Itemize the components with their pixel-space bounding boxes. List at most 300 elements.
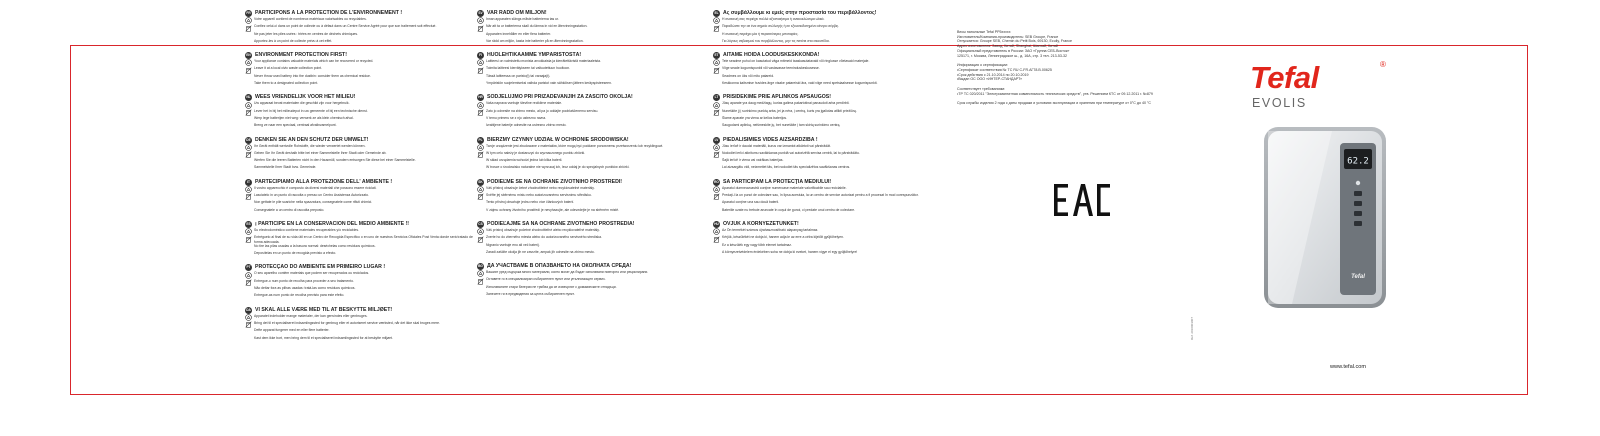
section-line bbox=[713, 208, 943, 215]
section-line bbox=[245, 186, 475, 193]
section-text: No tire las pilas usadas a la basura normal: deséchelas como residuos químicos. bbox=[254, 243, 376, 248]
section-text: Il vostro apparecchio è composto da diversi materiali che possono essere riciclati. bbox=[254, 185, 377, 190]
language-code-badge: ES bbox=[246, 221, 251, 226]
section-text: Bateriile uzate nu trebuie aruncate în coşul de gunoi, ci predate unui centru de colectare. bbox=[722, 207, 856, 212]
bullet-spacer bbox=[245, 158, 252, 165]
section-line bbox=[713, 193, 943, 200]
section-text: Non gettate le pile scariche nella spazzatura, consegnatele come rifiuti chimici. bbox=[254, 200, 373, 205]
section-line bbox=[713, 123, 943, 130]
section-line bbox=[245, 271, 475, 278]
collection-point-icon bbox=[477, 67, 484, 74]
section-title: BIERZMY CZYNNY UDZIAŁ W OCHRONIE ŚRODOWISKA! bbox=[487, 136, 629, 143]
section-heading bbox=[713, 94, 943, 101]
section-line bbox=[477, 101, 707, 108]
section-title: WEES VRIENDELIJK VOOR HET MILIEU! bbox=[255, 94, 356, 101]
section-line bbox=[477, 66, 707, 73]
section-line bbox=[477, 292, 707, 299]
section-title: DENKEN SIE AN DEN SCHUTZ DER UMWELT! bbox=[255, 136, 369, 143]
section-line bbox=[477, 81, 707, 88]
language-section bbox=[713, 52, 943, 88]
column-right bbox=[713, 10, 943, 263]
section-line bbox=[245, 314, 475, 321]
product-name: EVOLIS bbox=[1252, 96, 1307, 110]
section-line bbox=[245, 24, 475, 31]
section-text: Tento přístroj obsahuje jednu nebo více článkových baterií. bbox=[486, 200, 575, 205]
section-text: Sammelstelle Ihrer Stadt bzw. Gemeinde. bbox=[254, 165, 317, 170]
collection-point-icon bbox=[245, 67, 252, 74]
section-text: Apportez-les à un point de collecte prévu à cet effet. bbox=[254, 38, 333, 43]
section-text: Izrabljene baterije odnesite na ustrezno zbirno mesto. bbox=[486, 123, 567, 128]
bullet-spacer bbox=[477, 39, 484, 46]
section-text: Confiez celui-ci dans un point de collecte ou à défaut dans un Centre Service Agréé pour que son traitement soit effectué. bbox=[254, 24, 437, 29]
section-text: Viige seade kogumispunkti või vastavasse teeninduskeskusesse. bbox=[722, 66, 820, 71]
section-line bbox=[713, 101, 943, 108]
language-code-badge: EL bbox=[714, 11, 719, 15]
bullet-spacer bbox=[477, 116, 484, 123]
language-section bbox=[477, 10, 707, 46]
section-text: Ympäristön suojelemiseksi vaihda paristot vain sähköisen jätteen keräyspisteeseen. bbox=[486, 81, 612, 86]
section-heading bbox=[477, 10, 707, 17]
section-text: Werp lege batterijen niet weg: verwerk ze als klein chemisch afval. bbox=[254, 115, 354, 120]
section-line bbox=[245, 286, 475, 293]
bullet-spacer bbox=[245, 74, 252, 81]
section-line bbox=[245, 101, 475, 108]
section-line bbox=[713, 109, 943, 116]
language-code-badge: FI bbox=[477, 52, 484, 59]
section-text: Nododiet ierīci atkritumu savākšanas punktā vai autorizētā servisa centrā, lai to pārstrādātu. bbox=[722, 150, 860, 155]
language-code-badge: CS bbox=[478, 221, 483, 226]
section-text: Breng ze naar een speciaal, centraal afvalinzamelpunt. bbox=[254, 123, 337, 128]
recycle-icon bbox=[245, 59, 252, 66]
section-line bbox=[245, 32, 475, 39]
section-line bbox=[245, 116, 475, 123]
tefal-logo: Tefal bbox=[1250, 60, 1319, 95]
bullet-spacer bbox=[245, 124, 252, 131]
section-text: Bring det til et specialiseret indsamlingssted for genbrug eller et autoriseret service værksted, når det ikke skal bruges mere. bbox=[254, 320, 441, 325]
section-line bbox=[477, 17, 707, 24]
section-line bbox=[477, 158, 707, 165]
recycle-icon bbox=[713, 17, 720, 24]
section-text: Entregue-o num ponto de recolha para proceder a seu tratamento. bbox=[254, 278, 354, 283]
language-section bbox=[245, 137, 475, 173]
section-line bbox=[477, 285, 707, 292]
section-title: ¡ PARTICIPE EN LA CONSERVACIÓN DEL MEDIO AMBIENTE !! bbox=[255, 220, 409, 227]
section-text: Werfen Sie die leeren Batterien nicht in den Hausmüll, sondern entsorgen Sie diese bei einer Sammelstelle. bbox=[254, 158, 416, 163]
section-line bbox=[245, 123, 475, 130]
recycle-icon bbox=[477, 270, 484, 277]
section-text: W tym celu należy je dostarczyć do wyznaczonego punktu zbiórki. bbox=[486, 150, 586, 155]
collection-point-icon bbox=[245, 109, 252, 116]
collection-point-icon bbox=[245, 321, 252, 328]
section-text: Predaţi-l la un punct de colectare sau, în lipsa acestuia, la un centru de service autorizat pentru a fi procesat în mod corespunzător. bbox=[722, 193, 919, 198]
language-section bbox=[245, 179, 475, 215]
section-text: Váš prístroj obsahuje početné zhodnotiteľné alebo recyklovateľné materiály. bbox=[486, 227, 600, 232]
section-heading bbox=[477, 263, 707, 270]
section-line bbox=[245, 109, 475, 116]
bullet-spacer bbox=[477, 74, 484, 81]
bullet-spacer bbox=[713, 250, 720, 257]
bullet-spacer bbox=[713, 166, 720, 173]
section-text: Ez a készülék egy vagy több elemet tartalmaz. bbox=[722, 242, 792, 247]
section-title: HUOLEHTIKAAMME YMPÄRISTÖSTÄ! bbox=[487, 52, 582, 59]
section-text: V zájmu ochrany životního prostředí je nevyhazujte, ale odevzdejte je na sběrném místě. bbox=[486, 207, 620, 212]
section-line bbox=[713, 32, 943, 39]
section-line bbox=[477, 228, 707, 235]
section-line bbox=[713, 235, 943, 242]
collection-point-icon bbox=[713, 151, 720, 158]
section-line bbox=[477, 193, 707, 200]
scale-indicator-dot bbox=[1356, 181, 1360, 185]
bullet-spacer bbox=[245, 294, 252, 301]
section-line bbox=[477, 59, 707, 66]
info-line: Отпускается: Groupe SEB, Chemin du Petit Bois, 69130, Ecully, France bbox=[957, 39, 1073, 44]
reference-number: Ref. 2010003007 bbox=[1190, 316, 1194, 340]
bullet-spacer bbox=[245, 329, 252, 336]
language-code-badge: IT bbox=[245, 179, 252, 186]
recycle-icon bbox=[477, 228, 484, 235]
section-text: W trosce o środowisko naturalne nie wyrzucaj ich, lecz oddaj je do specjalnych punktów zbiórki. bbox=[486, 165, 630, 170]
section-line bbox=[713, 39, 943, 46]
bullet-spacer bbox=[477, 158, 484, 165]
section-text: Jūsu ierīcē ir daudzi materiāli, kurus var izmantot atkārtoti vai pārstrādāt. bbox=[722, 143, 831, 148]
bullet-spacer bbox=[245, 81, 252, 88]
collection-point-icon bbox=[477, 151, 484, 158]
section-title: VAR RÄDD OM MILJÖN! bbox=[487, 10, 547, 16]
column-middle bbox=[477, 10, 707, 305]
recycle-icon bbox=[713, 59, 720, 66]
collection-point-icon bbox=[477, 193, 484, 200]
section-heading bbox=[477, 94, 707, 101]
info-bullet: • Срок действия с 21.10.2014 по 20.10.2019 bbox=[957, 73, 1177, 78]
recycle-icon bbox=[245, 314, 252, 321]
section-line bbox=[245, 81, 475, 88]
bullet-spacer bbox=[245, 336, 252, 343]
section-line bbox=[245, 193, 475, 200]
language-code-badge: HR bbox=[478, 95, 483, 100]
bullet-spacer bbox=[477, 243, 484, 250]
language-code-badge: ET bbox=[714, 53, 719, 58]
section-line bbox=[713, 158, 943, 165]
section-text: Saugodami aplinką, neišmeskite jų, bet nuneškite į tam skirtą surinkimo centrą. bbox=[722, 123, 841, 128]
section-text: Toimita laitteesi kierrätykseen tai valtuutettuun huoltoon. bbox=[486, 66, 571, 71]
section-text: Teie seadme puhul on kasutatud väga mitmeid taaskasutatavaid või ringlusse võetavaid materjale. bbox=[722, 59, 870, 64]
bullet-spacer bbox=[713, 158, 720, 165]
bullet-spacer bbox=[245, 244, 252, 251]
section-line bbox=[713, 17, 943, 24]
section-line bbox=[245, 66, 475, 73]
section-text: Votre appareil contient de nombreux matériaux valorisables ou recyclables. bbox=[254, 17, 367, 21]
language-section bbox=[245, 221, 475, 258]
bathroom-scale-image bbox=[1262, 125, 1388, 310]
recycle-icon bbox=[477, 59, 484, 66]
info-line: Срок службы изделия 2 года с даты продажи и условиях эксплуатации и хранения при температуре от 0°С до 40 °С bbox=[957, 101, 1151, 106]
section-text: Занесете ги в предвидения за целта събирателен пункт. bbox=[486, 292, 575, 297]
section-text: O seu aparelho contém materiais que podem ser recuperados ou reciclados. bbox=[254, 271, 370, 276]
section-line bbox=[477, 270, 707, 277]
section-line bbox=[477, 165, 707, 172]
info-line: 125171, г. Москва, Ленинградское ш., д. 16А, стр. 3 тел. 213-53-32 bbox=[957, 53, 1068, 58]
section-line bbox=[713, 186, 943, 193]
section-heading bbox=[245, 52, 475, 59]
section-text: Apparaten innehåller en eller flera batterier. bbox=[486, 31, 552, 36]
section-line bbox=[245, 144, 475, 151]
language-section bbox=[245, 94, 475, 130]
eac-text: EAC bbox=[1052, 180, 1055, 181]
section-line bbox=[713, 81, 943, 88]
section-title: SĂ PARTICIPĂM LA PROTECŢIA MEDIULUI! bbox=[723, 178, 832, 185]
section-heading bbox=[477, 221, 707, 228]
language-section bbox=[245, 52, 475, 88]
section-text: Jūsų aparate yra daug medžiagų, kurias galima pakartotinai panaudoti arba perdirbti. bbox=[722, 101, 850, 106]
recycle-icon bbox=[245, 102, 252, 109]
info-paragraph bbox=[957, 101, 1177, 106]
bullet-spacer bbox=[477, 32, 484, 39]
info-paragraph bbox=[957, 87, 1177, 96]
section-text: Não deitar fora as pilhas usadas: tratá-las como resíduos químicos. bbox=[254, 286, 356, 291]
section-title: SODJELUJMO PRI PRIZADEVANJIH ZA ZAŠČITO OKOLJA! bbox=[487, 94, 633, 101]
section-title: Ας συμβάλλουμε κι εμείς στην προστασία του περιβάλλοντος! bbox=[723, 10, 877, 16]
section-text: Šajā ierīcē ir viena vai vairākas baterijas. bbox=[722, 158, 784, 163]
collection-point-icon bbox=[477, 278, 484, 285]
language-section bbox=[713, 179, 943, 215]
section-text: Deposítelas en un punto de recogida previsto a efecto. bbox=[254, 251, 337, 256]
language-section bbox=[477, 179, 707, 215]
section-text: Kérjük, készülékét ne dobja ki, hanem adja le az erre a célra kijelölt gyűjtőhelyen. bbox=[722, 235, 844, 240]
info-paragraph bbox=[957, 30, 1177, 58]
info-paragraph bbox=[957, 63, 1177, 82]
section-line bbox=[477, 277, 707, 284]
section-heading bbox=[713, 137, 943, 144]
recycle-icon bbox=[245, 17, 252, 24]
language-code-badge: EN bbox=[246, 53, 251, 58]
section-text: Aparatul conţine una sau două baterii. bbox=[722, 200, 780, 205]
bullet-spacer bbox=[713, 116, 720, 123]
bullet-spacer bbox=[477, 81, 484, 88]
info-bullet: • Выдан ОС ООО «ИНТЕР-СТАНДАРТ» bbox=[957, 77, 1177, 82]
collection-point-icon bbox=[477, 236, 484, 243]
language-code-badge: HU bbox=[714, 221, 719, 226]
section-text: Lasciatelo in un punto di raccolta o presso un Centro Assistenza Autorizzato. bbox=[254, 193, 369, 198]
section-title: PIEDALĪSIMIES VIDES AIZSARDZĪBĀ ! bbox=[723, 136, 818, 143]
recycle-icon bbox=[713, 102, 720, 109]
section-text: Lever het in bij het milieudepot in uw gemeente of bij een technische dienst. bbox=[254, 108, 368, 113]
language-section bbox=[477, 52, 707, 88]
recycle-icon bbox=[713, 186, 720, 193]
section-text: Η συσκευή περιέχει μία ή περισσότερες μπαταρίες. bbox=[722, 31, 799, 36]
section-text: V temu primeru se z njo ustrezno ravna. bbox=[486, 115, 547, 120]
section-heading bbox=[477, 137, 707, 144]
section-line bbox=[245, 328, 475, 335]
section-text: Su electrodoméstico contiene materiales recuperables y/o reciclables. bbox=[254, 227, 359, 232]
language-section bbox=[245, 307, 475, 343]
language-section bbox=[713, 10, 943, 46]
section-title: ДА УЧАСТВАМЕ В ОПАЗВАНЕТО НА ОКОЛНАТА СРЕДА! bbox=[487, 263, 632, 270]
info-line: Официальный представитель в России: ЗАО «Группа СЕБ-Восток» bbox=[957, 48, 1070, 53]
language-section bbox=[713, 94, 943, 130]
section-text: Entréguelo al final de su vida útil en un Centro de Recogida Específico o en uno de nuestros Servicios Oficiales Post Venta donde será tratado de forma adecuada. bbox=[254, 235, 473, 244]
recycle-icon bbox=[713, 144, 720, 151]
section-line bbox=[477, 144, 707, 151]
section-line bbox=[477, 39, 707, 46]
section-text: Оставете го в специализиран събирателен пункт или упълномощен сервиз. bbox=[486, 277, 606, 282]
bullet-spacer bbox=[713, 124, 720, 131]
section-heading bbox=[245, 94, 475, 101]
bullet-spacer bbox=[477, 292, 484, 299]
collection-point-icon bbox=[245, 279, 252, 286]
bullet-spacer bbox=[713, 32, 720, 39]
info-line: Соответствует требованиям: bbox=[957, 87, 1006, 92]
section-text: Leave it at a local civic waste collection point. bbox=[254, 66, 323, 71]
language-code-badge: BG bbox=[478, 264, 483, 269]
collection-point-icon bbox=[245, 193, 252, 200]
section-line bbox=[245, 336, 475, 343]
language-section bbox=[713, 221, 943, 257]
bullet-spacer bbox=[713, 208, 720, 215]
language-section bbox=[477, 263, 707, 299]
section-title: PODIEĽAJME SA NA OCHRANE ŽIVOTNÉHO PROSTREDIA! bbox=[487, 220, 635, 227]
recycle-icon bbox=[245, 228, 252, 235]
section-heading bbox=[245, 264, 475, 271]
website-url[interactable]: www.tefal.com bbox=[1330, 364, 1367, 370]
recycle-icon bbox=[477, 144, 484, 151]
recycle-icon bbox=[477, 102, 484, 109]
section-title: PRISIDĖKIME PRIE APLINKOS APSAUGOS! bbox=[723, 94, 831, 101]
section-heading bbox=[245, 179, 475, 186]
language-code-badge: LT bbox=[714, 95, 719, 100]
bullet-spacer bbox=[713, 201, 720, 208]
recycle-icon bbox=[245, 144, 252, 151]
section-text: Lai aizsargātu vidi, neizmetiet tās, bet nododiet tās specializētos savākšanas centros. bbox=[722, 165, 851, 170]
language-section bbox=[477, 221, 707, 257]
section-line bbox=[713, 200, 943, 207]
scale-brand-badge: Tefal bbox=[1351, 274, 1365, 280]
section-line bbox=[245, 208, 475, 215]
section-text: Take them to a designated collection point. bbox=[254, 81, 319, 86]
language-code-badge: FR bbox=[246, 11, 251, 15]
section-line bbox=[477, 235, 707, 242]
section-line bbox=[477, 208, 707, 215]
section-text: Zato jo odnesite na zbirno mesto, ali pa jo oddajte pooblaščenemu servisu. bbox=[486, 108, 599, 113]
info-line: Адрес изготовителя: Завод, Китай, Shanghai, Шанхай, Китай bbox=[957, 44, 1058, 49]
section-text: Consegnatele a un centro di raccolta preposto. bbox=[254, 207, 325, 212]
section-title: ÓVJUK A KÖRNYEZETÜNKET! bbox=[723, 220, 799, 227]
section-text: Η συσκευή σας περιέχει πολλά αξιοποιήσιμα ή ανακυκλώσιμα υλικά. bbox=[722, 17, 825, 21]
section-text: Apparatet indeholder mange materialer, der kan genvindes eller genbruges. bbox=[254, 313, 368, 318]
bullet-spacer bbox=[245, 32, 252, 39]
section-text: Vaša naprava vsebuje številne reciklirne materiale. bbox=[486, 101, 563, 106]
section-line bbox=[713, 228, 943, 235]
section-text: Never throw used battery into the dustbin: consider them as chemical residue. bbox=[254, 73, 371, 78]
section-line bbox=[245, 200, 475, 207]
section-text: W skład urządzenia wchodzi jedna lub kilka baterii. bbox=[486, 158, 563, 163]
info-line: Информация о сертификации: bbox=[957, 63, 1009, 68]
collection-point-icon bbox=[477, 25, 484, 32]
language-code-badge: DA bbox=[246, 307, 251, 312]
section-text: Var rädd om miljön, kasta inte batterier på en återvinningsstation. bbox=[486, 38, 584, 43]
language-code-badge: PL bbox=[478, 137, 483, 142]
recycle-icon bbox=[245, 186, 252, 193]
info-bullet-list bbox=[957, 92, 1177, 97]
recycle-icon bbox=[477, 186, 484, 193]
collection-point-icon bbox=[713, 67, 720, 74]
section-text: Innan apparaten slängs måste batterierna tas ur. bbox=[486, 17, 559, 21]
section-line bbox=[245, 279, 475, 286]
bullet-spacer bbox=[713, 39, 720, 46]
section-heading bbox=[245, 10, 475, 17]
section-line bbox=[477, 243, 707, 250]
scale-display-value: 62.2 bbox=[1347, 156, 1369, 167]
section-text: Defte apparat fungerer med en eller flere batterier. bbox=[254, 328, 330, 333]
bullet-spacer bbox=[245, 251, 252, 258]
collection-point-icon bbox=[245, 236, 252, 243]
section-text: Šiame aparate yra viena ar kelios baterijos. bbox=[722, 115, 788, 120]
section-text: Nigranio vsebuje eno ali več baterij. bbox=[486, 242, 540, 247]
section-line bbox=[477, 250, 707, 257]
section-text: Váš přístroj obsahuje četné zhodnotitelné nebo recyklovatelné materiály. bbox=[486, 185, 595, 190]
section-line bbox=[713, 144, 943, 151]
section-heading bbox=[713, 52, 943, 59]
section-text: Kast dem ikke bort, men bring dem til et specialiseret indsamlingssted for at beskytte miljøet. bbox=[254, 335, 393, 340]
section-line bbox=[245, 165, 475, 172]
bullet-spacer bbox=[245, 286, 252, 293]
info-line: Изготовитель/Компания-производитель: SEB Groupe, France bbox=[957, 34, 1059, 39]
section-text: När att ta ur batterierna skall du lämna in vid en återvinningsstation. bbox=[486, 24, 588, 29]
language-code-badge: SV bbox=[478, 11, 483, 15]
section-text: Entregue-as num ponto de recolha previsto para este efeito. bbox=[254, 293, 345, 298]
bullet-spacer bbox=[245, 201, 252, 208]
section-line bbox=[245, 74, 475, 81]
language-code-badge: PT bbox=[246, 265, 251, 270]
section-line bbox=[713, 165, 943, 172]
bullet-spacer bbox=[477, 208, 484, 215]
info-bullet: • Сертификат соответствия № TC RU C-FR.АГ78.В.00625 bbox=[957, 68, 1177, 73]
bullet-spacer bbox=[713, 81, 720, 88]
section-line bbox=[713, 116, 943, 123]
bullet-spacer bbox=[477, 285, 484, 292]
section-text: Tässä laitteessa on paristo(t) tai varaaja(t). bbox=[486, 73, 551, 78]
section-line bbox=[477, 151, 707, 158]
section-line bbox=[245, 17, 475, 24]
section-text: Nuneškite jį į surinkimo punktą arba, jei ja nėra, į centrą, kuris yra įgaliotas atlikti priežiūrą. bbox=[722, 108, 857, 113]
section-line bbox=[477, 32, 707, 39]
section-text: Вашият уред съдържа много материали, които могат да бъдат използвани повторно или рециклирани. bbox=[486, 270, 649, 275]
section-line bbox=[713, 250, 943, 257]
bullet-spacer bbox=[713, 243, 720, 250]
section-text: Ihr Gerät enthält wertvolle Rohstoffe, die wieder verwertet werden können. bbox=[254, 143, 366, 148]
column-left bbox=[245, 10, 475, 349]
section-title: PARTICIPONS À LA PROTECTION DE L'ENVIRONNEMENT ! bbox=[255, 10, 403, 16]
section-line bbox=[477, 24, 707, 31]
section-text: Laitteesi on valmistettu monista arvokkaista ja kierrätettävistä materiaaleista. bbox=[486, 59, 601, 64]
section-line bbox=[245, 158, 475, 165]
bullet-spacer bbox=[245, 39, 252, 46]
collection-point-icon bbox=[713, 109, 720, 116]
section-text: Uw apparaat bevat materialen die geschikt zijn voor hergebruik. bbox=[254, 101, 350, 106]
section-line bbox=[245, 151, 475, 158]
section-text: Az Ön termékét számos újrahasznosítható alapanyag tartalmaz. bbox=[722, 227, 819, 232]
info-bullet-list bbox=[957, 68, 1177, 82]
section-heading bbox=[477, 52, 707, 59]
russian-info-block bbox=[957, 30, 1177, 111]
section-text: Geben Sie Ihr Gerät deshalb bitte bei einer Sammelstelle Ihrer Stadt oder Gemeinde ab. bbox=[254, 150, 387, 155]
section-text: Svěřte jej sběrnému místu nebo autorizovanému servisnímu středisku. bbox=[486, 193, 592, 198]
info-bullet: • ТР ТС 020/2011 "Электромагнитная совместимость технических средств", утв. Решением КТС от 09.12.2011 г. №879 bbox=[957, 92, 1177, 97]
section-text: Twoje urządzenie jest zbudowane z materiałów, które mogą być poddane ponownemu przetworzeniu lub recyklingowi. bbox=[486, 143, 664, 148]
section-text: Seadmes on üks või mitu patareid. bbox=[722, 73, 775, 78]
section-line bbox=[245, 244, 475, 251]
section-line bbox=[713, 151, 943, 158]
recycle-icon bbox=[245, 272, 252, 279]
